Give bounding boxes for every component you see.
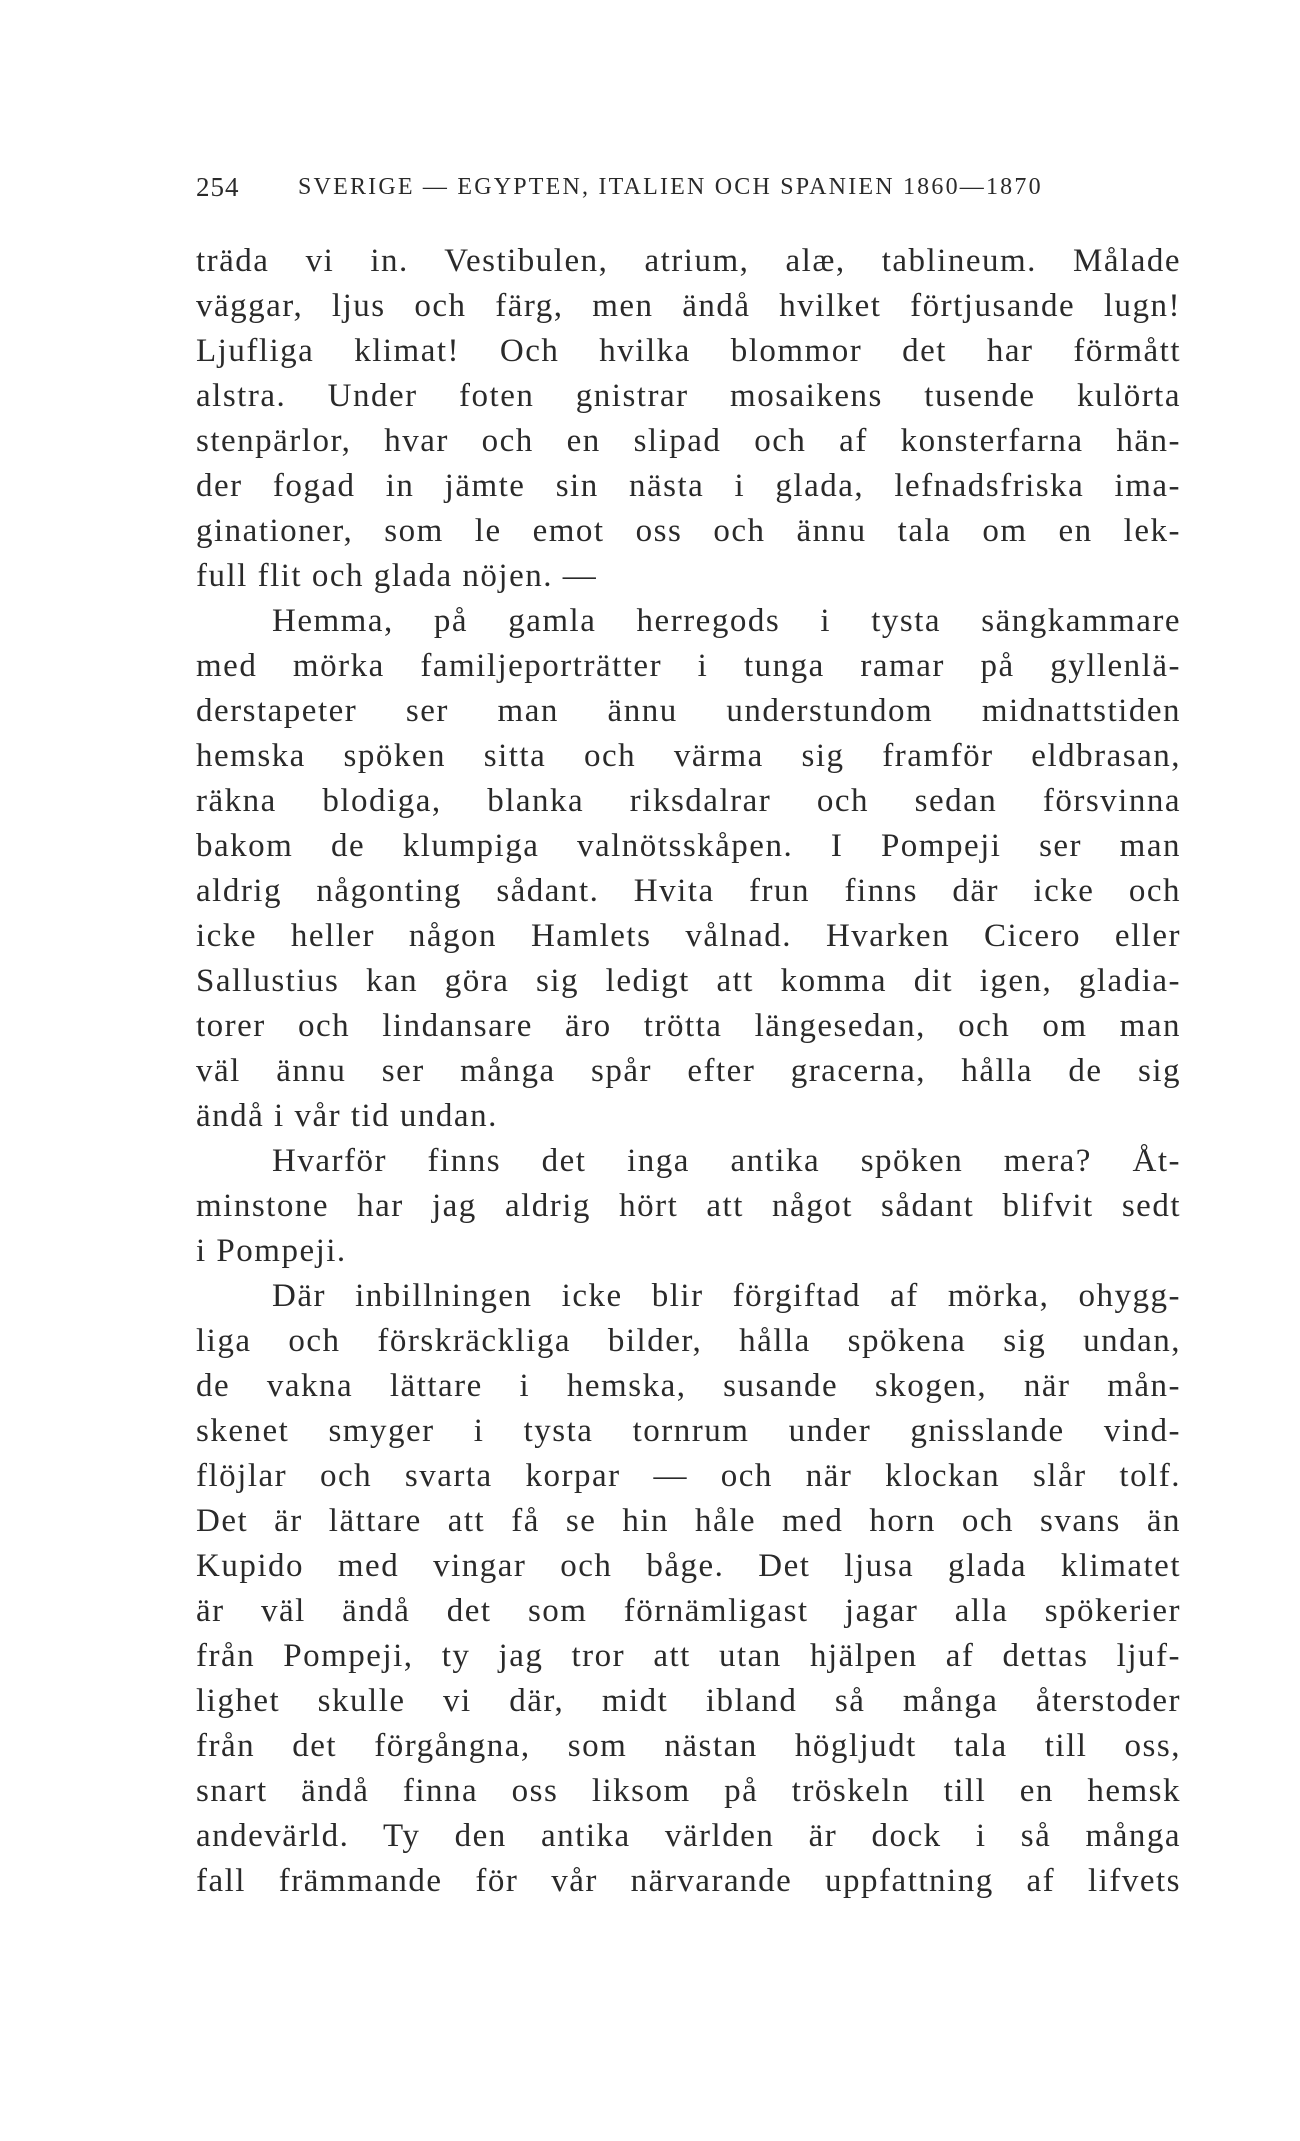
text-line: full flit och glada nöjen. —: [196, 558, 598, 594]
text-line: stenpärlor, hvar och en slipad och af konsterfarna hän-: [196, 423, 1181, 459]
text-line: lighet skulle vi där, midt ibland så många återstoder: [196, 1683, 1181, 1719]
running-head: [196, 172, 1126, 212]
text-line: minstone har jag aldrig hört att något sådant blifvit sedt: [196, 1188, 1181, 1224]
text-line: ginationer, som le emot oss och ännu tala om en lek-: [196, 513, 1181, 549]
text-line: Hvarför finns det inga antika spöken mera? Åt-: [272, 1143, 1181, 1179]
body-text: [196, 239, 1181, 1904]
text-line: skenet smyger i tysta tornrum under gnisslande vind-: [196, 1413, 1181, 1449]
text-line: Kupido med vingar och båge. Det ljusa glada klimatet: [196, 1548, 1181, 1584]
text-line: Ljufliga klimat! Och hvilka blommor det har förmått: [196, 333, 1181, 369]
text-line: från Pompeji, ty jag tror att utan hjälpen af dettas ljuf-: [196, 1638, 1181, 1674]
text-line: Där inbillningen icke blir förgiftad af mörka, ohygg-: [272, 1278, 1181, 1314]
text-line: ändå i vår tid undan.: [196, 1098, 498, 1134]
text-line: räkna blodiga, blanka riksdalrar och sedan försvinna: [196, 783, 1181, 819]
text-line: Det är lättare att få se hin håle med horn och svans än: [196, 1503, 1181, 1539]
text-line: de vakna lättare i hemska, susande skogen, när mån-: [196, 1368, 1181, 1404]
text-line: i Pompeji.: [196, 1233, 347, 1269]
text-line: icke heller någon Hamlets vålnad. Hvarken Cicero eller: [196, 918, 1181, 954]
text-line: från det förgångna, som nästan högljudt tala till oss,: [196, 1728, 1181, 1764]
text-line: hemska spöken sitta och värma sig framför eldbrasan,: [196, 738, 1181, 774]
text-line: Hemma, på gamla herregods i tysta sängkammare: [272, 603, 1181, 639]
text-line: väl ännu ser många spår efter gracerna, hålla de sig: [196, 1053, 1181, 1089]
text-line: flöjlar och svarta korpar — och när klockan slår tolf.: [196, 1458, 1181, 1494]
text-line: är väl ändå det som förnämligast jagar alla spökerier: [196, 1593, 1181, 1629]
text-line: torer och lindansare äro trötta längesedan, och om man: [196, 1008, 1181, 1044]
text-line: träda vi in. Vestibulen, atrium, alæ, tablineum. Målade: [196, 243, 1181, 279]
text-line: med mörka familjeporträtter i tunga ramar på gyllenlä-: [196, 648, 1181, 684]
text-line: andevärld. Ty den antika världen är dock i så många: [196, 1818, 1181, 1854]
text-line: liga och förskräckliga bilder, hålla spökena sig undan,: [196, 1323, 1181, 1359]
page-number: 254: [196, 172, 240, 202]
text-line: der fogad in jämte sin nästa i glada, lefnadsfriska ima-: [196, 468, 1181, 504]
text-line: fall främmande för vår närvarande uppfattning af lifvets: [196, 1863, 1181, 1899]
text-line: väggar, ljus och färg, men ändå hvilket förtjusande lugn!: [196, 288, 1181, 324]
text-line: snart ändå finna oss liksom på tröskeln till en hemsk: [196, 1773, 1181, 1809]
text-line: bakom de klumpiga valnötsskåpen. I Pompeji ser man: [196, 828, 1181, 864]
text-line: alstra. Under foten gnistrar mosaikens tusende kulörta: [196, 378, 1181, 414]
text-line: Sallustius kan göra sig ledigt att komma dit igen, gladia-: [196, 963, 1181, 999]
text-line: aldrig någonting sådant. Hvita frun finns där icke och: [196, 873, 1181, 909]
running-title: SVERIGE — EGYPTEN, ITALIEN OCH SPANIEN 1860—1870: [298, 174, 1043, 200]
text-line: derstapeter ser man ännu understundom midnattstiden: [196, 693, 1181, 729]
